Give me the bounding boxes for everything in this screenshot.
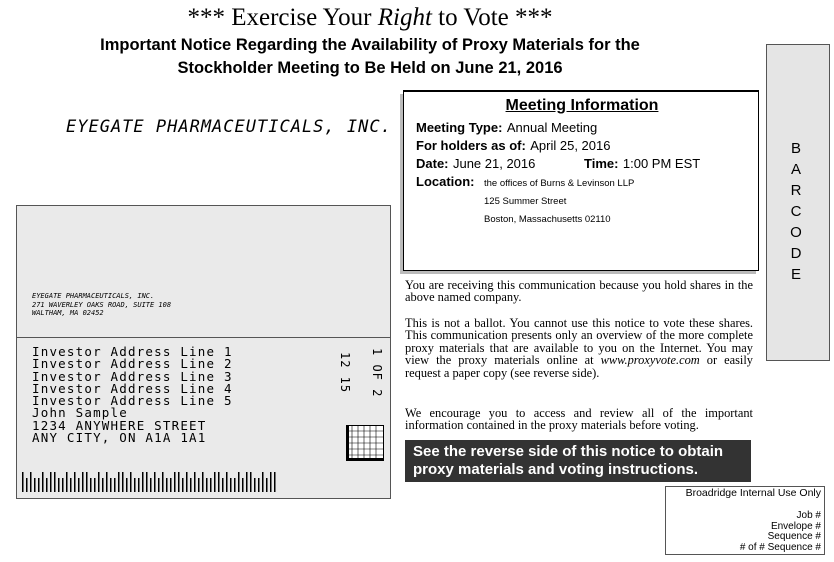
meeting-info-title: Meeting Information xyxy=(505,97,659,114)
reverse-side-callout: See the reverse side of this notice to obtain proxy materials and voting instructions. xyxy=(405,440,751,482)
barcode-label xyxy=(790,138,802,285)
return-address xyxy=(32,292,171,318)
mailing-divider xyxy=(16,337,390,338)
title-emphasis: Right xyxy=(377,4,432,31)
return-address-line: WALTHAM, MA 02452 xyxy=(32,309,104,317)
subtitle-line-1: Important Notice Regarding the Availability of Proxy Materials for the xyxy=(100,36,640,54)
notice-title xyxy=(0,4,740,32)
date-label: Date: xyxy=(416,156,449,171)
return-address-line: EYEGATE PHARMACEUTICALS, INC. xyxy=(32,292,155,300)
notice-p2-text-end: or easily request a paper copy (see reverse side). xyxy=(405,353,753,380)
location-line: the offices of Burns & Levinson LLP xyxy=(484,178,635,189)
meeting-type-value: Annual Meeting xyxy=(506,120,598,135)
holders-label: For holders as of: xyxy=(416,138,526,153)
barcode-letter: A xyxy=(790,161,801,178)
barcode-letter: E xyxy=(790,266,801,283)
location-line: Boston, Massachusetts 02110 xyxy=(484,214,611,225)
barcode-label-stack xyxy=(790,138,802,285)
barcode-letter: C xyxy=(790,203,802,220)
meeting-type-label: Meeting Type: xyxy=(416,120,503,135)
return-address-line: 271 WAVERLEY OAKS ROAD, SUITE 108 xyxy=(32,300,172,309)
address-line: Investor Address Line 4 xyxy=(32,380,233,396)
location-label: Location: xyxy=(416,174,475,189)
barcode-letter: R xyxy=(790,182,802,199)
broadridge-field: Job # xyxy=(796,510,821,521)
barcode-letter: B xyxy=(790,140,801,157)
broadridge-title: Broadridge Internal Use Only xyxy=(685,487,821,499)
meeting-type-row xyxy=(416,119,597,137)
date-row xyxy=(416,155,535,173)
barcode-letter: D xyxy=(790,245,802,262)
matrix-code-icon xyxy=(346,425,384,461)
broadridge-fields xyxy=(666,511,821,553)
address-line: Investor Address Line 5 xyxy=(32,393,233,409)
broadridge-field: Envelope # xyxy=(770,520,821,532)
holders-value: April 25, 2016 xyxy=(530,138,611,153)
holders-row xyxy=(416,137,610,155)
sequence-number: 12 15 xyxy=(338,352,352,394)
address-line: Investor Address Line 2 xyxy=(32,356,233,372)
address-line: Investor Address Line 1 xyxy=(32,344,233,359)
notice-paragraph-2 xyxy=(405,317,753,379)
notice-paragraph-1: You are receiving this communication because you hold shares in the above named company. xyxy=(405,278,753,305)
location-line: 125 Summer Street xyxy=(484,196,567,207)
broadridge-field: # of # Sequence # xyxy=(739,541,821,553)
title-suffix: to Vote *** xyxy=(431,4,553,31)
postal-barcode-icon xyxy=(22,470,282,492)
title-prefix: *** Exercise Your xyxy=(187,4,378,31)
recipient-address xyxy=(32,346,233,444)
address-line: Investor Address Line 3 xyxy=(32,368,233,384)
address-line: 1234 ANYWHERE STREET xyxy=(32,417,207,433)
date-value: June 21, 2016 xyxy=(452,156,536,171)
broadridge-field: Sequence # xyxy=(767,531,821,543)
page-count: 1 OF 2 xyxy=(370,348,384,398)
time-label: Time: xyxy=(584,156,619,171)
company-name: EYEGATE PHARMACEUTICALS, INC. xyxy=(66,117,392,137)
proxyvote-link[interactable]: www.proxyvote.com xyxy=(600,353,700,368)
notice-paragraph-3: We encourage you to access and review all of the important information contained in the proxy materials before voting. xyxy=(405,406,753,433)
notice-p2-text: This is not a ballot. You cannot use this notice to vote these shares. This communication presents only an overview of the more complete proxy materials that are available to you on the Internet. You may view the proxy materials online at xyxy=(405,316,753,368)
time-value: 1:00 PM EST xyxy=(622,156,701,171)
address-line: John Sample xyxy=(32,405,128,421)
address-line: ANY CITY, ON A1A 1A1 xyxy=(32,430,207,446)
subtitle-line-2: Stockholder Meeting to Be Held on June 21, 2016 xyxy=(177,59,563,77)
time-row xyxy=(584,155,700,173)
barcode-letter: O xyxy=(790,224,802,241)
